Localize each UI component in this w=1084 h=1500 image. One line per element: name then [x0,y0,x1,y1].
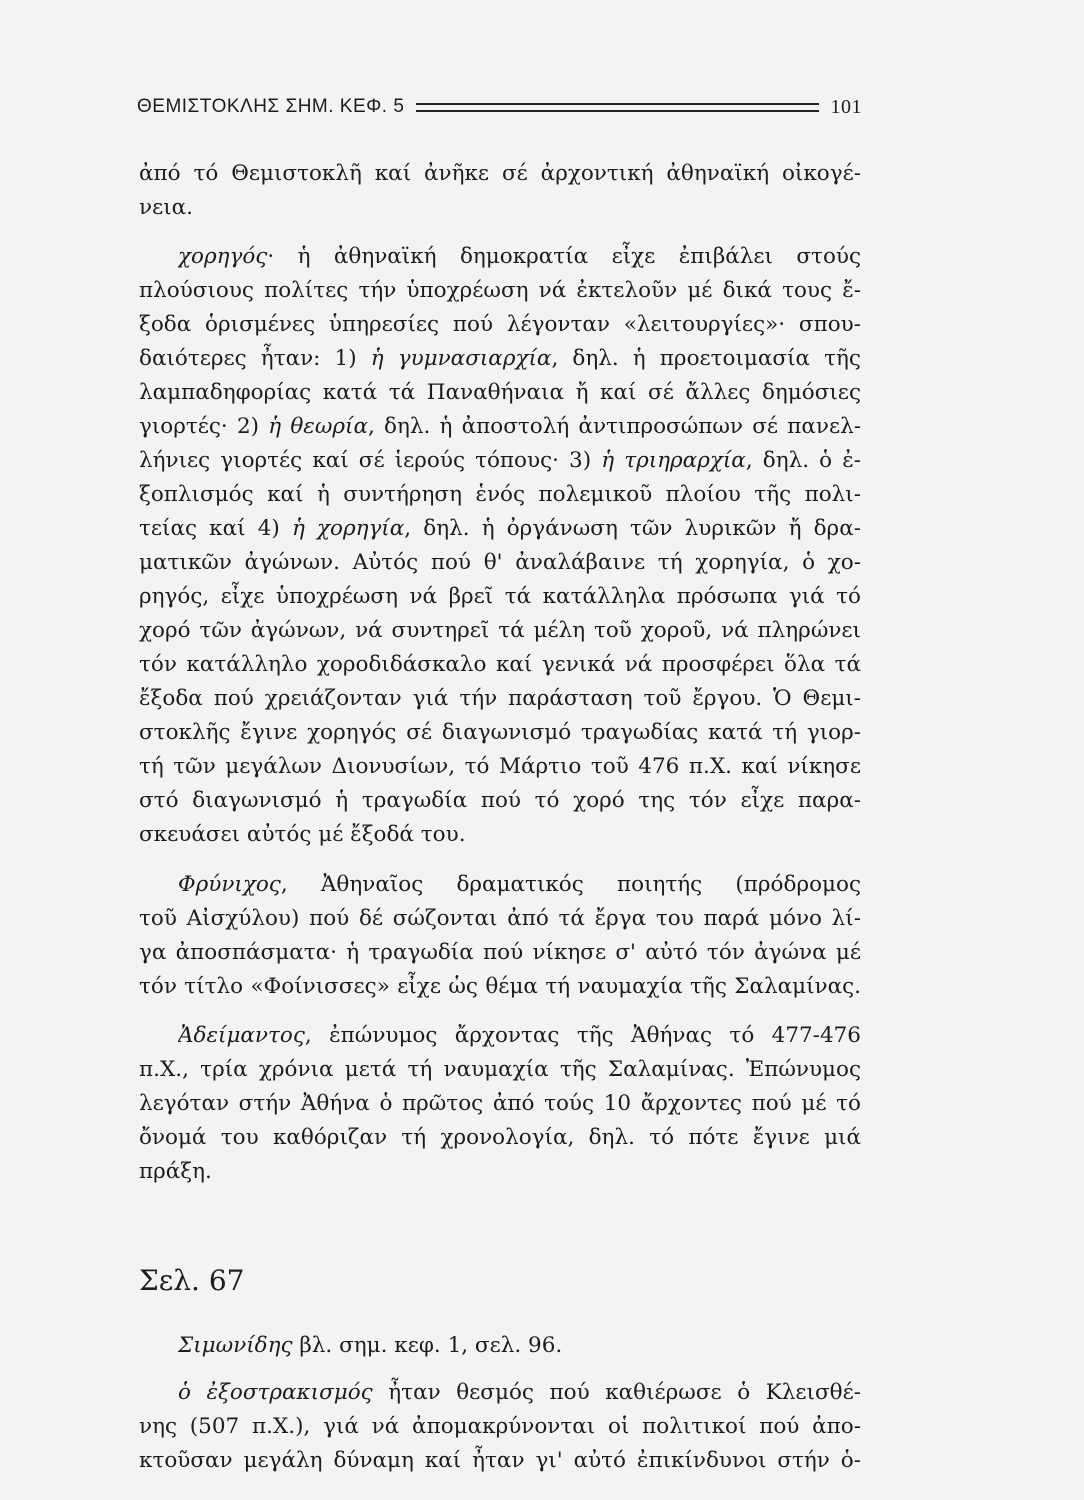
text-line: λήνιες γιορτές καί σέ ἱερούς τόπους· 3) ἡ τριηραρχία, δηλ. ὁ ἐ- [139,448,861,473]
text-line: τοῦ Αἰσχύλου) πού δέ σώζονται ἀπό τά ἔργα του παρά μόνο λί- [139,906,861,931]
text-line: ὁ ἐξοστρακισμός ἦταν θεσμός πού καθιέρωσε ὁ Κλεισθέ- [178,1380,861,1405]
text-line: στό διαγωνισμό ἡ τραγωδία πού τό χορό της τόν εἶχε παρα- [139,788,861,813]
text-line: π.Χ., τρία χρόνια μετά τή ναυμαχία τῆς Σαλαμίνας. Ἐπώνυμος [139,1057,861,1082]
text-line: Ἀδείμαντος, ἐπώνυμος ἄρχοντας τῆς Ἀθήνας τό 477-476 [178,1023,861,1048]
term: ἡ τριηραρχία [601,448,746,473]
page-number: 101 [830,95,862,118]
term: ἡ γυμνασιαρχία [370,346,552,371]
text-line: ὄνομά του καθόριζαν τή χρονολογία, δηλ. τό πότε ἔγινε μιά [139,1125,861,1150]
text-line: ἀπό τό Θεμιστοκλῆ καί ἀνῆκε σέ ἀρχοντική ἀθηναϊκή οἰκογέ- [139,161,861,186]
text-line: ρηγός, εἶχε ὑποχρέωση νά βρεῖ τά κατάλληλα πρόσωπα γιά τό [139,584,861,609]
text-line: ἔξοδα πού χρειάζονταν γιά τήν παράσταση τοῦ ἔργου. Ὁ Θεμι- [139,686,861,711]
text-line: δαιότερες ἦταν: 1) ἡ γυμνασιαρχία, δηλ. ἡ προετοιμασία τῆς [139,346,861,371]
text-line: χορό τῶν ἀγώνων, νά συντηρεῖ τά μέλη τοῦ χοροῦ, νά πληρώνει [139,618,861,643]
text-line: λαμπαδηφορίας κατά τά Παναθήναια ἤ καί σέ ἄλλες δημόσιες [139,380,861,405]
text-line: στοκλῆς ἔγινε χορηγός σέ διαγωνισμό τραγωδίας κατά τή γιορ- [139,720,861,745]
term: ὁ ἐξοστρακισμός [178,1380,373,1405]
text-line: Φρύνιχος, Ἀθηναῖος δραματικός ποιητής (πρόδρομος [178,872,861,897]
text-line: νης (507 π.Χ.), γιά νά ἀπομακρύνονται οἱ πολιτικοί πού ἀπο- [139,1414,861,1439]
term: Σιμωνίδης [178,1333,293,1358]
text-line: πλούσιους πολίτες τήν ὑποχρέωση νά ἐκτελοῦν μέ δικά τους ἔ- [139,278,861,303]
header-double-rule [416,103,818,112]
section-heading: Σελ. 67 [139,1264,245,1297]
text-line: γα ἀποσπάσματα· ἡ τραγωδία πού νίκησε σ' αὐτό τόν ἀγώνα μέ [139,940,861,965]
text-line: ματικῶν ἀγώνων. Αὐτός πού θ' ἀναλάβαινε τή χορηγία, ὁ χο- [139,550,861,575]
term: Ἀδείμαντος [178,1023,305,1048]
term: χορηγός [178,244,268,269]
text-line: τόν κατάλληλο χοροδιδάσκαλο καί γενικά νά προσφέρει ὅλα τά [139,652,861,677]
text-line: τείας καί 4) ἡ χορηγία, δηλ. ἡ ὀργάνωση τῶν λυρικῶν ἤ δρα- [139,516,861,541]
text-line: νεια. [139,195,193,220]
text-line: ξοδα ὁρισμένες ὑπηρεσίες πού λέγονταν «λειτουργίες»· σπου- [139,312,861,337]
text-line: πράξη. [139,1159,212,1184]
text-line: τόν τίτλο «Φοίνισσες» εἶχε ὡς θέμα τή ναυμαχία τῆς Σαλαμίνας. [139,974,861,999]
running-header [137,92,862,122]
text-line: Σιμωνίδης βλ. σημ. κεφ. 1, σελ. 96. [178,1333,563,1358]
text-line: λεγόταν στήν Ἀθήνα ὁ πρῶτος ἀπό τούς 10 ἄρχοντες πού μέ τό [139,1091,861,1116]
term: Φρύνιχος [178,872,281,897]
text-line: τή τῶν μεγάλων Διονυσίων, τό Μάρτιο τοῦ 476 π.Χ. καί νίκησε [139,754,861,779]
text-line: κτοῦσαν μεγάλη δύναμη καί ἦταν γι' αὐτό ἐπικίνδυνοι στήν ὁ- [139,1448,861,1473]
text-line: χορηγός· ἡ ἀθηναϊκή δημοκρατία εἶχε ἐπιβάλει στούς [178,244,861,269]
term: ἡ θεωρία [268,414,368,439]
running-title: ΘΕΜΙΣΤΟΚΛΗΣ ΣΗΜ. ΚΕΦ. 5 [137,96,405,117]
text-line: γιορτές· 2) ἡ θεωρία, δηλ. ἡ ἀποστολή ἀντιπροσώπων σέ πανελ- [139,414,861,439]
text-line: σκευάσει αὐτός μέ ἔξοδά του. [139,822,466,847]
text-line: ξοπλισμός καί ἡ συντήρηση ἑνός πολεμικοῦ πλοίου τῆς πολι- [139,482,861,507]
term: ἡ χορηγία [291,516,405,541]
